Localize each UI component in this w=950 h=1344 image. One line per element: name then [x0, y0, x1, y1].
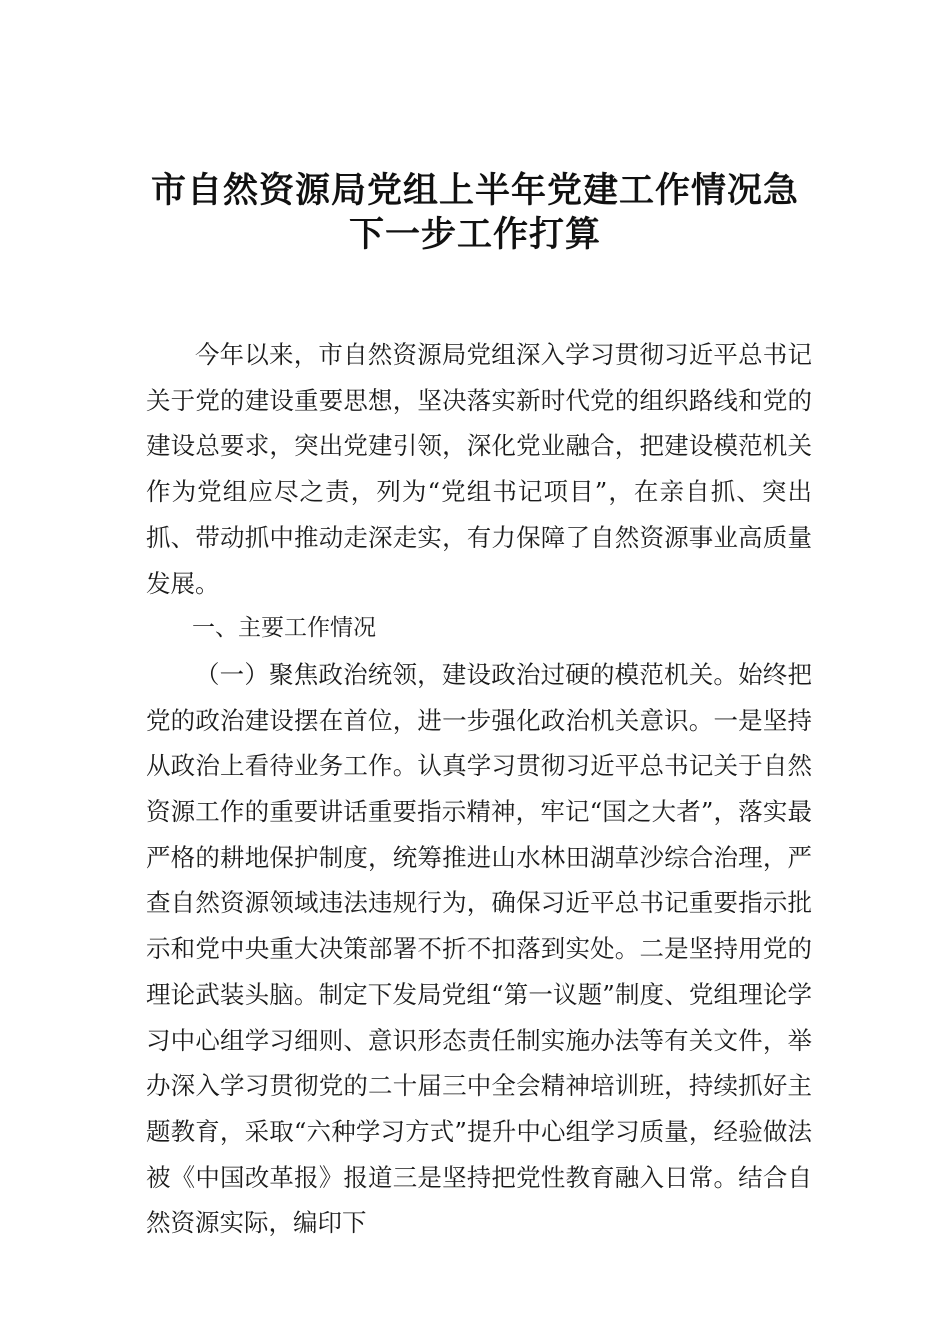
document-body [146, 332, 812, 1246]
subsection-title: （一）聚焦政治统领，建设政治过硬的模范机关。 [195, 659, 739, 689]
subsection-paragraph [146, 652, 812, 1246]
intro-paragraph: 今年以来，市自然资源局党组深入学习贯彻习近平总书记关于党的建设重要思想，坚决落实新时代党的组织路线和党的建设总要求，突出党建引领，深化党业融合，把建设模范机关作为党组应尽之责，列为“党组书记项目”，在亲自抓、突出抓、带动抓中推动走深走实，有力保障了自然资源事业高质量发展。 [146, 340, 812, 598]
subsection-body: 始终把党的政治建设摆在首位，进一步强化政治机关意识。一是坚持从政治上看待业务工作。认真学习贯彻习近平总书记关于自然资源工作的重要讲话重要指示精神，牢记“国之大者”，落实最严格的耕地保护制度，统筹推进山水林田湖草沙综合治理，严查自然资源领域违法违规行为，确保习近平总书记重要指示批示和党中央重大决策部署不折不扣落到实处。二是坚持用党的理论武装头脑。制定下发局党组“第一议题”制度、党组理论学习中心组学习细则、意识形态责任制实施办法等有关文件，举办深入学习贯彻党的二十届三中全会精神培训班，持续抓好主题教育，采取“六种学习方式”提升中心组学习质量，经验做法被《中国改革报》报道三是坚持把党性教育融入日常。结合自然资源实际，编印下 [146, 659, 812, 1238]
section-heading-main-work: 一、主要工作情况 [192, 615, 376, 642]
document-title-line2: 下一步工作打算 [348, 214, 601, 255]
document-title-line1: 市自然资源局党组上半年党建工作情况急 [150, 170, 799, 211]
